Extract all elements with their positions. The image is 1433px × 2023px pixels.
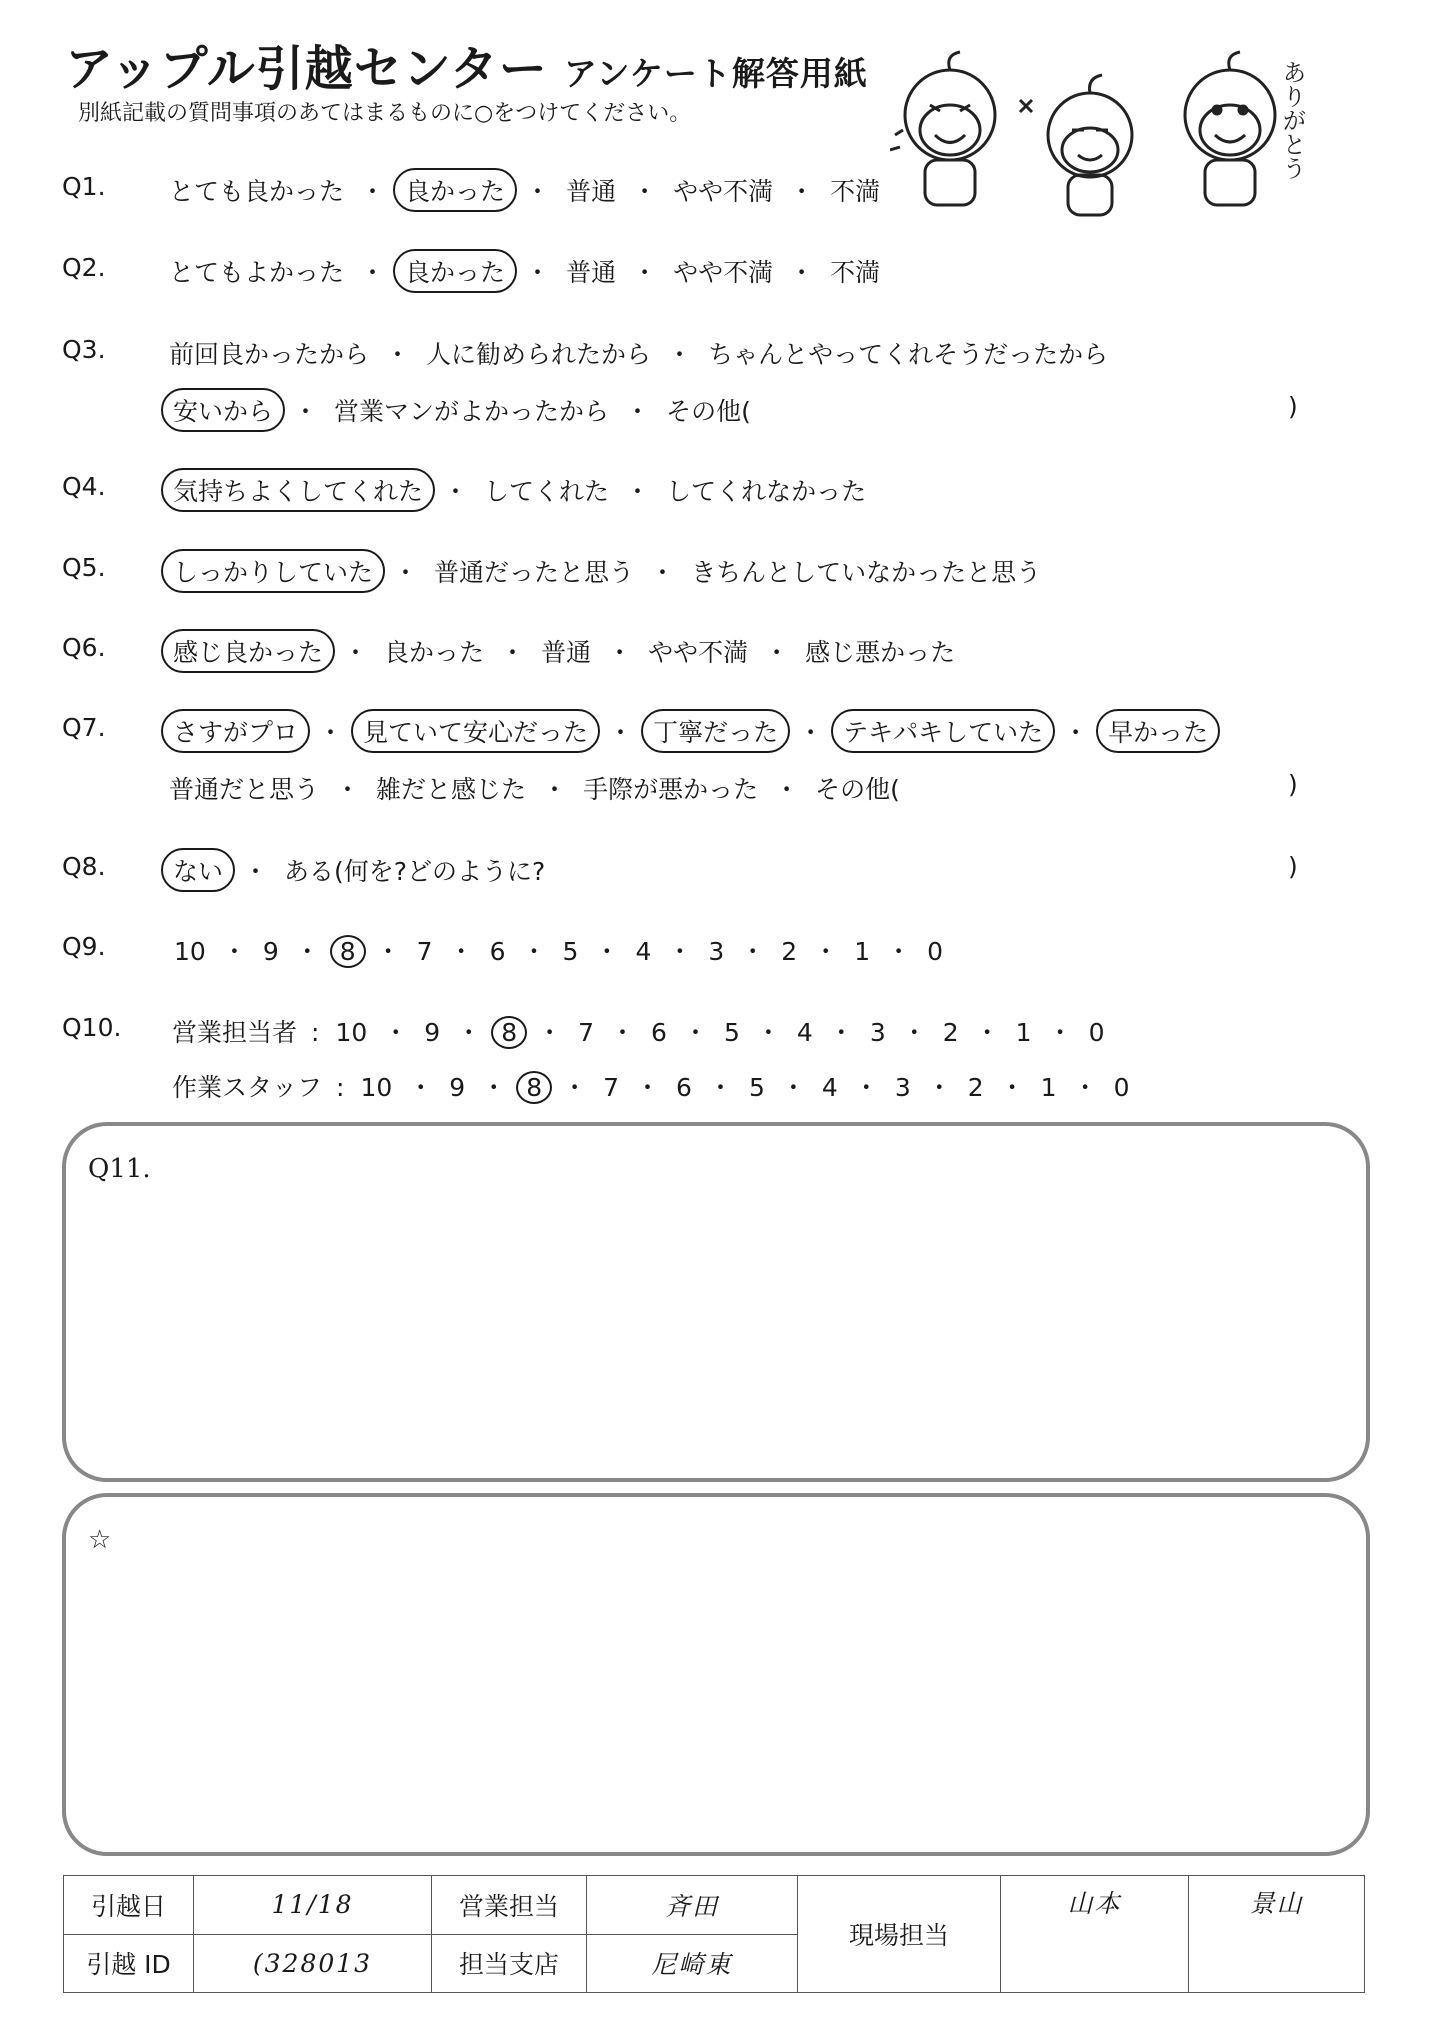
q10-staff-score[interactable]: 4 <box>821 1073 838 1102</box>
q3-option-other[interactable]: その他( <box>666 397 751 426</box>
q5-option[interactable]: きちんとしていなかったと思う <box>691 558 1042 587</box>
q8-options: ない ・ ある(何を?どのように? <box>167 852 547 888</box>
q7-option-selected[interactable]: 丁寧だった <box>641 709 790 753</box>
q6-option[interactable]: 感じ悪かった <box>805 638 956 667</box>
q3-option[interactable]: ちゃんとやってくれそうだったから <box>708 340 1109 369</box>
q8-paren-close: ) <box>1288 852 1298 881</box>
q9-score[interactable]: 2 <box>781 937 798 966</box>
monkey-mascot-illustration <box>890 40 1330 220</box>
q10-staff-score[interactable]: 2 <box>967 1073 984 1102</box>
q6-option[interactable]: 良かった <box>384 638 485 667</box>
moving-info-table <box>63 1875 1365 1993</box>
q4-label: Q4. <box>62 472 106 501</box>
q10-staff-score[interactable]: 0 <box>1113 1073 1130 1102</box>
q8-label: Q8. <box>62 852 106 881</box>
q11-label: Q11. <box>88 1154 151 1184</box>
q10-staff-score[interactable]: 6 <box>676 1073 692 1102</box>
q7-option-selected[interactable]: 見ていて安心だった <box>351 709 600 753</box>
q10-sales-score[interactable]: 4 <box>796 1018 813 1047</box>
q2-label: Q2. <box>62 253 106 282</box>
q6-option[interactable]: 普通 <box>541 638 592 667</box>
q11-comment-box[interactable] <box>62 1122 1370 1482</box>
q2-option[interactable]: とてもよかった <box>169 258 345 287</box>
q10-staff-score[interactable]: 9 <box>449 1073 466 1102</box>
star-comment-box[interactable] <box>62 1493 1370 1856</box>
q1-label: Q1. <box>62 172 106 201</box>
q6-option[interactable]: やや不満 <box>648 638 749 667</box>
q10-staff-label: 作業スタッフ <box>172 1073 323 1102</box>
q10-sales-label: 営業担当者 <box>172 1018 298 1047</box>
site-rep-value-1: 山本 <box>1001 1876 1189 1993</box>
monkey-2-icon <box>1020 75 1132 215</box>
q10-label: Q10. <box>62 1013 122 1042</box>
q10-staff-score[interactable]: 10 <box>360 1073 393 1102</box>
q5-option[interactable]: 普通だったと思う <box>434 558 635 587</box>
q3-option-selected[interactable]: 安いから <box>161 388 285 432</box>
q7-options-line2: 普通だと思う ・ 雑だと感じた ・ 手際が悪かった ・ その他( <box>167 770 902 806</box>
site-rep-label: 現場担当 <box>798 1876 1001 1993</box>
q4-option[interactable]: してくれなかった <box>666 477 867 506</box>
q7-option-selected[interactable]: さすがプロ <box>161 709 310 753</box>
q1-option-selected[interactable]: 良かった <box>393 168 517 212</box>
site-rep-value-2: 景山 <box>1189 1876 1365 1993</box>
q10-colon: : <box>336 1073 345 1102</box>
q3-option[interactable]: 前回良かったから <box>169 340 370 369</box>
q6-label: Q6. <box>62 633 106 662</box>
q2-option[interactable]: やや不満 <box>673 258 774 287</box>
q2-option-selected[interactable]: 良かった <box>393 249 517 293</box>
q10-sales-score[interactable]: 2 <box>942 1018 959 1047</box>
q7-option-other[interactable]: その他( <box>815 775 900 804</box>
q7-label: Q7. <box>62 713 106 742</box>
q7-option-selected[interactable]: 早かった <box>1096 709 1220 753</box>
q9-score[interactable]: 6 <box>489 937 506 966</box>
q10-staff-row: 作業スタッフ : 10 ・ 9 ・ 8 ・ 7 ・ 6 ・ 5 ・ 4 ・ 3 ・ 2 ・ 1 ・ 0 <box>172 1073 1130 1102</box>
q10-staff-score[interactable]: 3 <box>894 1073 911 1102</box>
q3-option[interactable]: 人に勧められたから <box>426 340 652 369</box>
q9-score[interactable]: 4 <box>635 937 652 966</box>
sales-rep-label: 営業担当 <box>432 1876 587 1935</box>
q8-option-selected[interactable]: ない <box>161 848 235 892</box>
q9-label: Q9. <box>62 932 106 961</box>
branch-value: 尼崎東 <box>587 1934 798 1993</box>
q1-option[interactable]: 普通 <box>566 177 617 206</box>
q10-sales-score-selected[interactable]: 8 <box>491 1016 527 1049</box>
branch-label: 担当支店 <box>432 1934 587 1993</box>
q4-option[interactable]: してくれた <box>484 477 610 506</box>
q3-option[interactable]: 営業マンがよかったから <box>334 397 610 426</box>
q10-sales-score[interactable]: 0 <box>1088 1018 1105 1047</box>
q3-options-line2: 安いから ・ 営業マンがよかったから ・ その他( <box>167 392 753 428</box>
q10-sales-score[interactable]: 3 <box>869 1018 886 1047</box>
q10-sales-row: 営業担当者 : 10 ・ 9 ・ 8 ・ 7 ・ 6 ・ 5 ・ 4 ・ 3 ・ 2 ・ 1 ・ 0 <box>172 1018 1105 1047</box>
q2-option[interactable]: 不満 <box>830 258 881 287</box>
q5-option-selected[interactable]: しっかりしていた <box>161 549 385 593</box>
q9-score[interactable]: 7 <box>416 937 433 966</box>
q5-options: しっかりしていた ・ 普通だったと思う ・ きちんとしていなかったと思う <box>167 553 1043 589</box>
q9-score[interactable]: 1 <box>854 937 871 966</box>
q4-option-selected[interactable]: 気持ちよくしてくれた <box>161 468 435 512</box>
q10-sales-score[interactable]: 1 <box>1015 1018 1032 1047</box>
q10-colon: : <box>311 1018 320 1047</box>
moving-date-value: 11/18 <box>194 1876 432 1935</box>
thanks-text: ありがとう <box>1278 60 1306 180</box>
q10-sales-score[interactable]: 9 <box>424 1018 441 1047</box>
q9-score[interactable]: 10 <box>174 937 206 966</box>
q6-options: 感じ良かった ・ 良かった ・ 普通 ・ やや不満 ・ 感じ悪かった <box>167 633 957 669</box>
q9-scale: 10 ・ 9 ・ 8 ・ 7 ・ 6 ・ 5 ・ 4 ・ 3 ・ 2 ・ 1 ・ 0 <box>174 937 944 966</box>
form-title: アンケート解答用紙 <box>563 54 868 93</box>
q10-staff-score[interactable]: 7 <box>603 1073 620 1102</box>
sales-rep-value: 斉田 <box>587 1876 798 1935</box>
q5-label: Q5. <box>62 553 106 582</box>
q4-options: 気持ちよくしてくれた ・ してくれた ・ してくれなかった <box>167 472 868 508</box>
q10-sales-score[interactable]: 5 <box>723 1018 740 1047</box>
q10-staff-score-selected[interactable]: 8 <box>516 1071 552 1104</box>
q8-option[interactable]: ある(何を?どのように? <box>284 857 546 886</box>
q1-option[interactable]: とても良かった <box>169 177 345 206</box>
q10-staff-score[interactable]: 1 <box>1040 1073 1057 1102</box>
q1-option[interactable]: 不満 <box>830 177 881 206</box>
q10-sales-score[interactable]: 7 <box>578 1018 595 1047</box>
q7-option[interactable]: 雑だと感じた <box>376 775 527 804</box>
q3-label: Q3. <box>62 335 106 364</box>
q9-score[interactable]: 5 <box>562 937 579 966</box>
q2-option[interactable]: 普通 <box>566 258 617 287</box>
q3-options-line1: 前回良かったから ・ 人に勧められたから ・ ちゃんとやってくれそうだったから <box>167 335 1110 371</box>
q1-option[interactable]: やや不満 <box>673 177 774 206</box>
q2-options: とてもよかった ・ 良かった ・ 普通 ・ やや不満 ・ 不満 <box>167 253 882 289</box>
q1-options: とても良かった ・ 良かった ・ 普通 ・ やや不満 ・ 不満 <box>167 172 882 208</box>
monkey-1-icon <box>890 52 995 205</box>
moving-id-value: (328013 <box>194 1934 432 1993</box>
moving-id-label: 引越 ID <box>64 1934 194 1993</box>
q9-score-selected[interactable]: 8 <box>330 935 366 968</box>
q10-staff-score[interactable]: 5 <box>748 1073 765 1102</box>
star-icon: ☆ <box>88 1525 112 1555</box>
q7-options-line1: さすがプロ ・ 見ていて安心だった ・ 丁寧だった ・ テキパキしていた ・ 早かった <box>167 713 1214 749</box>
q9-score[interactable]: 9 <box>262 937 279 966</box>
company-name: アップル引越センター <box>65 41 548 97</box>
q10-sales-score[interactable]: 10 <box>335 1018 368 1047</box>
instruction-text: 別紙記載の質問事項のあてはまるものに○をつけてください。 <box>78 101 692 126</box>
q3-paren-close: ) <box>1288 392 1298 421</box>
moving-date-label: 引越日 <box>64 1876 194 1935</box>
q6-option-selected[interactable]: 感じ良かった <box>161 629 335 673</box>
q9-score[interactable]: 3 <box>708 937 725 966</box>
q9-score[interactable]: 0 <box>927 937 944 966</box>
q7-option[interactable]: 手際が悪かった <box>583 775 759 804</box>
q7-paren-close: ) <box>1288 770 1298 799</box>
monkey-3-icon <box>1185 52 1275 205</box>
q10-sales-score[interactable]: 6 <box>651 1018 667 1047</box>
form-header <box>65 30 868 99</box>
q7-option[interactable]: 普通だと思う <box>169 775 320 804</box>
q7-option-selected[interactable]: テキパキしていた <box>831 709 1055 753</box>
